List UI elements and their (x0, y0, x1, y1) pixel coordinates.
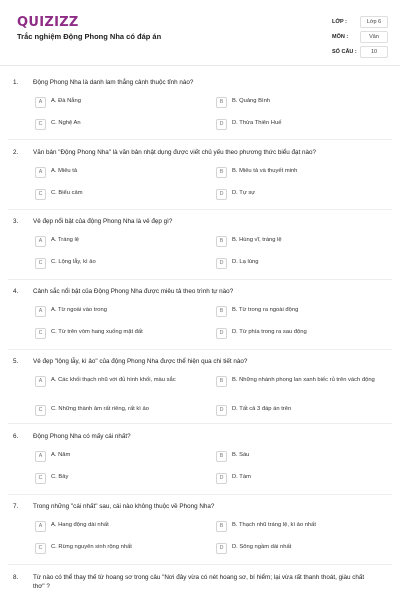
question-divider (8, 349, 392, 350)
option-letter-box[interactable]: A (35, 167, 46, 178)
option-text: D. Tự sự (232, 190, 256, 196)
question-number: 2. (13, 149, 19, 156)
meta-grade-label: LỚP : (332, 19, 347, 25)
option-text: C. Biểu cảm (51, 190, 83, 196)
question-text: Động Phong Nha có mấy cái nhất? (33, 433, 131, 440)
option-text: A. Từ ngoài vào trong (51, 307, 107, 313)
meta-count (332, 46, 390, 59)
option-letter-box[interactable]: B (216, 521, 227, 532)
option-text: D. Tám (232, 474, 251, 480)
question-text: Vẻ đẹp nổi bật của động Phong Nha là vẻ đẹp gì? (33, 218, 173, 225)
option-letter-box[interactable]: C (35, 328, 46, 339)
page-title: Trắc nghiệm Động Phong Nha có đáp án (17, 32, 162, 41)
option-letter-box[interactable]: A (35, 97, 46, 108)
option-letter-box[interactable]: C (35, 405, 46, 416)
option-text: C. Những thành âm rất riêng, rất kì ảo (51, 406, 149, 412)
question-number: 6. (13, 433, 19, 440)
worksheet-header (0, 0, 400, 66)
meta-count-label: SỐ CÂU : (332, 49, 357, 55)
option-text: D. Thừa Thiên Huế (232, 120, 282, 126)
meta-subject-label: MÔN : (332, 34, 349, 40)
question-number: 5. (13, 358, 19, 365)
option-letter-box[interactable]: B (216, 236, 227, 247)
option-letter-box[interactable]: A (35, 376, 46, 387)
option-text: B. Miêu tả và thuyết minh (232, 168, 298, 174)
option-text: D. Lạ lùng (232, 259, 259, 265)
question-text: Cảnh sắc nổi bật của Động Phong Nha được miêu tả theo trình tự nào? (33, 288, 234, 295)
meta-subject (332, 31, 390, 44)
option-letter-box[interactable]: D (216, 119, 227, 130)
question-number: 7. (13, 503, 19, 510)
option-letter-box[interactable]: D (216, 543, 227, 554)
question-number: 8. (13, 574, 19, 581)
option-text: D. Sông ngầm dài nhất (232, 544, 292, 550)
option-text: B. Quảng Bình (232, 98, 271, 104)
question-number: 1. (13, 79, 19, 86)
option-letter-box[interactable]: D (216, 189, 227, 200)
option-letter-box[interactable]: C (35, 119, 46, 130)
option-text: A. Các khối thạch nhũ với đủ hình khối, màu sắc (51, 377, 176, 383)
option-text: B. Từ trong ra ngoài động (232, 307, 299, 313)
option-letter-box[interactable]: D (216, 328, 227, 339)
question-divider (8, 279, 392, 280)
option-letter-box[interactable]: A (35, 521, 46, 532)
option-letter-box[interactable]: A (35, 451, 46, 462)
option-letter-box[interactable]: D (216, 473, 227, 484)
option-letter-box[interactable]: B (216, 167, 227, 178)
option-letter-box[interactable]: D (216, 258, 227, 269)
question-divider (8, 494, 392, 495)
option-letter-box[interactable]: D (216, 405, 227, 416)
question-number: 3. (13, 218, 19, 225)
option-letter-box[interactable]: B (216, 451, 227, 462)
option-text: A. Năm (51, 452, 71, 458)
question-number: 4. (13, 288, 19, 295)
meta-grade (332, 16, 390, 29)
question-divider (8, 423, 392, 424)
option-letter-box[interactable]: A (35, 236, 46, 247)
question-divider (8, 564, 392, 565)
option-letter-box[interactable]: A (35, 306, 46, 317)
option-text: C. Lộng lẫy, kì ảo (51, 259, 96, 265)
option-letter-box[interactable]: B (216, 376, 227, 387)
option-letter-box[interactable]: C (35, 543, 46, 554)
meta-count-value: 10 (360, 46, 388, 58)
option-text: A. Hang động dài nhất (51, 522, 109, 528)
option-text: C. Rừng nguyên sinh rộng nhất (51, 544, 132, 550)
option-text: D. Tất cả 3 đáp án trên (232, 406, 292, 412)
question-text: Vẻ đẹp "lộng lẫy, kì ảo" của động Phong Nha được thể hiện qua chi tiết nào? (33, 358, 248, 365)
option-letter-box[interactable]: B (216, 306, 227, 317)
option-text: B. Thạch nhũ tráng lệ, kì ảo nhất (232, 522, 317, 528)
question-text: Động Phong Nha là danh lam thắng cảnh thuộc tỉnh nào? (33, 79, 194, 86)
option-text: B. Những nhánh phong lan xanh biếc rủ trên vách động (232, 377, 375, 383)
option-letter-box[interactable]: B (216, 97, 227, 108)
option-text: B. Hùng vĩ, tráng lệ (232, 237, 282, 243)
question-divider (8, 209, 392, 210)
option-text: C. Bảy (51, 474, 69, 480)
option-text: D. Từ phía trong ra sau động (232, 329, 307, 335)
option-text: C. Từ trên vòm hang xuống mặt đất (51, 329, 143, 335)
option-letter-box[interactable]: C (35, 189, 46, 200)
option-text: A. Đà Nẵng (51, 98, 81, 104)
question-text: Trong những "cái nhất" sau, cái nào không thuộc về Phong Nha? (33, 503, 215, 510)
option-letter-box[interactable]: C (35, 258, 46, 269)
option-text: A. Miêu tả (51, 168, 78, 174)
quizizz-logo: QUIZIZZ (17, 15, 79, 30)
option-text: C. Nghệ An (51, 120, 81, 126)
question-text: Văn bản "Động Phong Nha" là văn bản nhật dụng được viết chủ yếu theo phương thức biểu đạt nào? (33, 149, 317, 156)
meta-grade-value: Lớp 6 (360, 16, 388, 28)
question-divider (8, 139, 392, 140)
option-text: A. Tráng lệ (51, 237, 80, 243)
meta-subject-value: Văn (360, 31, 388, 43)
option-letter-box[interactable]: C (35, 473, 46, 484)
option-text: B. Sáu (232, 452, 250, 458)
question-text: Từ nào có thể thay thế từ hoang sơ trong câu "Nơi đây vừa có nét hoang sơ, bí hiểm; lại vừa rất thanh thoát, giàu chất thơ" ? (33, 574, 365, 590)
